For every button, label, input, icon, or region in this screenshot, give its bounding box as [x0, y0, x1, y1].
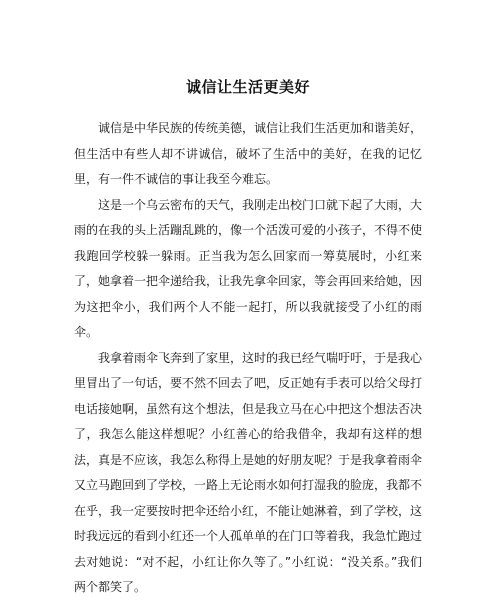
- paragraph-3: 我拿着雨伞飞奔到了家里，这时的我已经气喘吁吁，于是我心里冒出了一句话，要不然不回去了吧，反正她有手表可以给父母打电话接她啊，虽然有这个想法，但是我立马在心中把这个想法否决了，我怎么能这样想呢？小红善心的给我借伞，我却有这样的想法，真是不应该，我怎么称得上是她的好朋友呢？于是我拿着雨伞又立马跑回到了学校，一路上无论雨水如何打湿我的脸庞，我都不在乎，我一定要按时把伞还给小红，不能让她淋着，到了学校，这时我远远的看到小红还一个人孤单单的在门口等着我，我急忙跑过去对她说：“对不起，小红让你久等了。”小红说：“没关系。”我们两个都笑了。: [74, 350, 423, 594]
- paragraph-1: 诚信是中华民族的传统美德，诚信让我们生活更加和谐美好，但生活中有些人却不讲诚信，破坏了生活中的美好，在我的记忆里，有一件不诚信的事让我至今难忘。: [74, 121, 423, 186]
- paragraph-2: 这是一个乌云密布的天气，我刚走出校门口就下起了大雨，大雨的在我的头上活蹦乱跳的，像一个活泼可爱的小孩子，不得不使我跑回学校躲一躲雨。正当我为怎么回家而一筹莫展时，小红来了，她拿着一把伞递给我，让我先拿伞回家，等会再回来给她，因为这把伞小，我们两个人不能一起打，所以我就接受了小红的雨伞。: [74, 197, 423, 339]
- document-body: [74, 116, 422, 601]
- document-title: 诚信让生活更美好: [185, 78, 310, 96]
